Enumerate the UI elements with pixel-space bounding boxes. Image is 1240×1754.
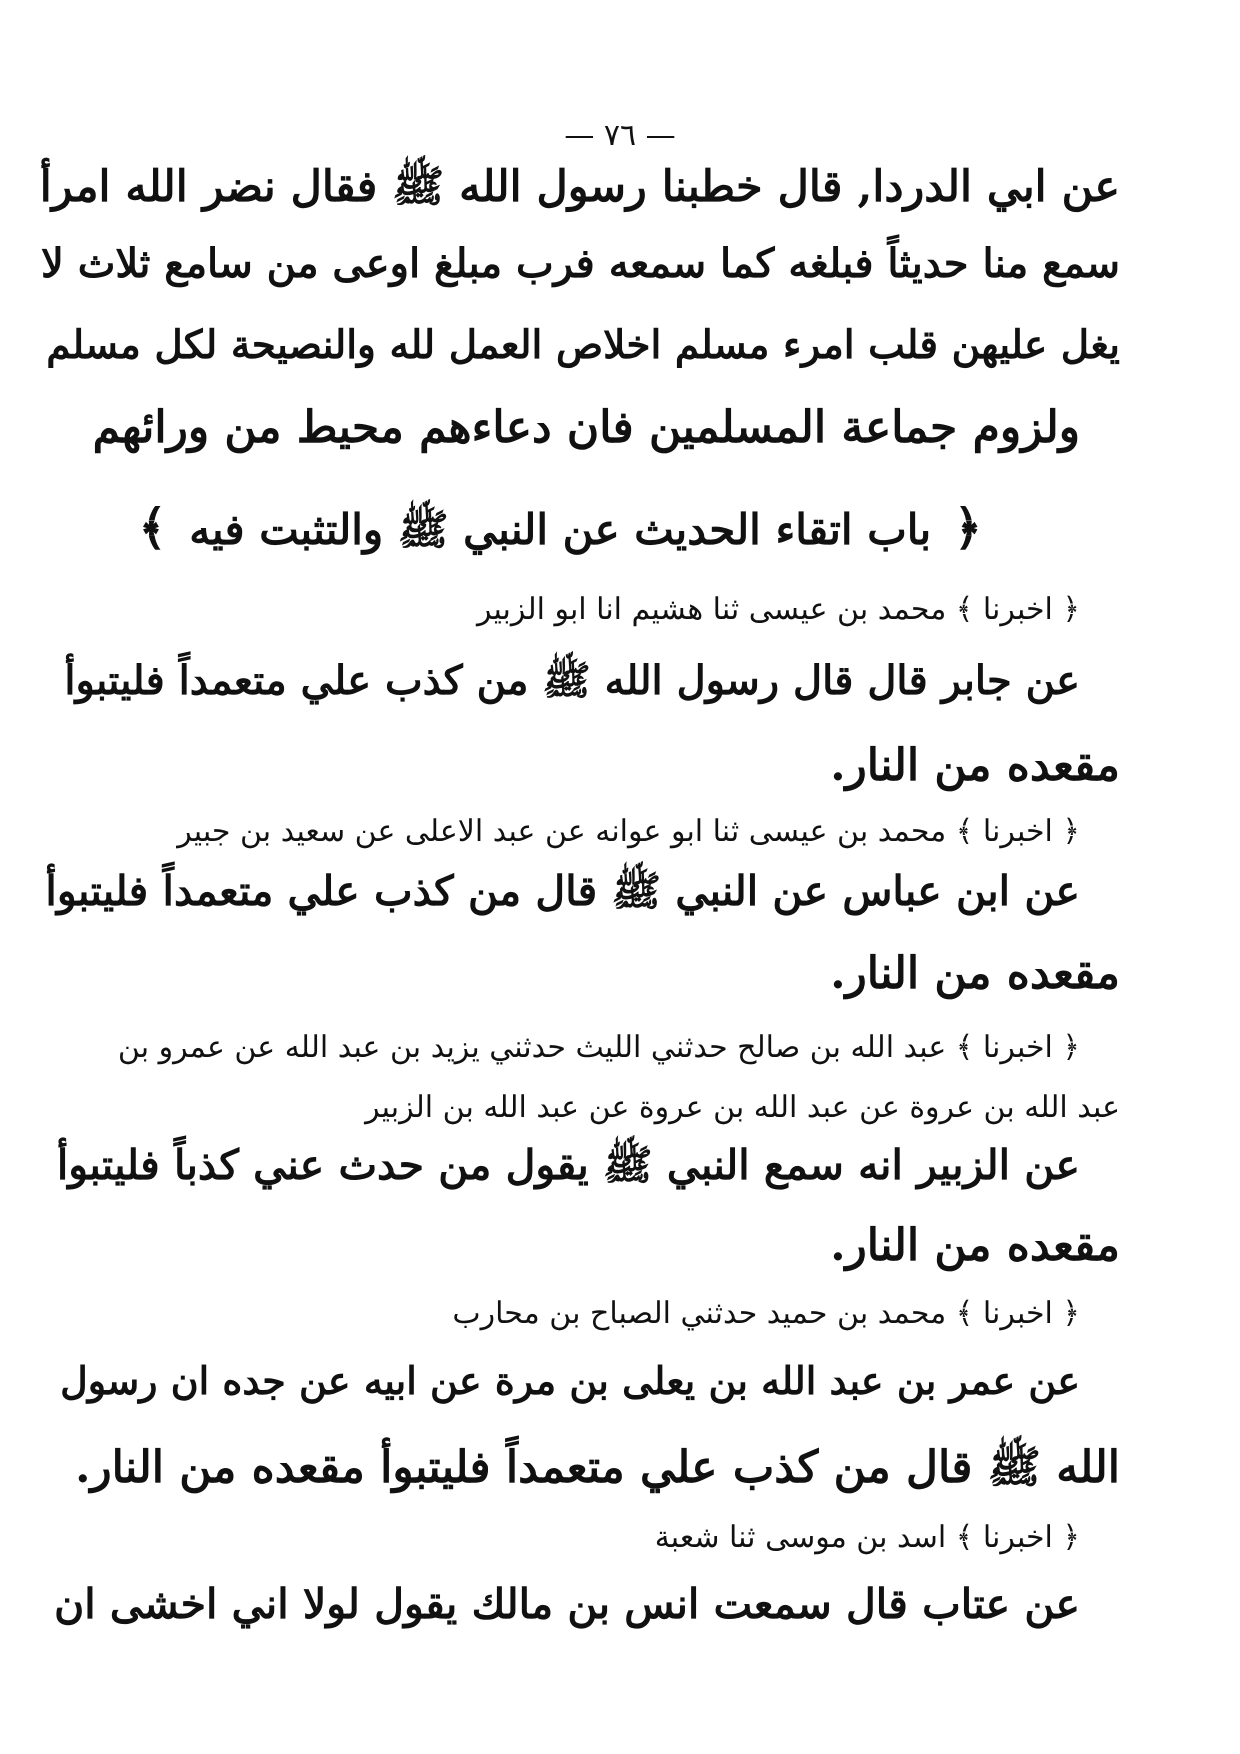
heading-close-bracket: ﴾ bbox=[138, 500, 167, 556]
isnad-line-2: ﴿ اخبرنا ﴾ محمد بن عيسى ثنا ابو عوانه عن عبد الاعلى عن سعيد بن جبير bbox=[177, 814, 1080, 849]
text-line-2: سمع منا حديثاً فبلغه كما سمعه فرب مبلغ اوعى من سامع ثلاث لا bbox=[40, 240, 1120, 287]
text-line-12: الله ﷺ قال من كذب علي متعمداً فليتبوأ مقعده من النار. bbox=[75, 1442, 1120, 1493]
text-line-10: مقعده من النار. bbox=[830, 1220, 1120, 1271]
isnad-line-3b: عبد الله بن عروة عن عبد الله بن عروة عن عبد الله بن الزبير bbox=[365, 1090, 1120, 1125]
page-number: — ٧٦ — bbox=[564, 118, 676, 153]
heading-open-bracket: ﴿ bbox=[953, 500, 982, 556]
text-line-3: يغل عليهن قلب امرء مسلم اخلاص العمل لله والنصيحة لكل مسلم bbox=[46, 322, 1120, 368]
text-line-9: عن الزبير انه سمع النبي ﷺ يقول من حدث عني كذباً فليتبوأ bbox=[56, 1141, 1080, 1189]
isnad-line-1: ﴿ اخبرنا ﴾ محمد بن عيسى ثنا هشيم انا ابو الزبير bbox=[476, 592, 1080, 627]
text-line-13: عن عتاب قال سمعت انس بن مالك يقول لولا اني اخشى ان bbox=[54, 1580, 1080, 1628]
chapter-heading-text: باب اتقاء الحديث عن النبي ﷺ والتثبت فيه bbox=[189, 505, 932, 554]
isnad-line-4: ﴿ اخبرنا ﴾ محمد بن حميد حدثني الصباح بن محارب bbox=[452, 1296, 1080, 1331]
text-line-6: مقعده من النار. bbox=[830, 740, 1120, 791]
text-line-4: ولزوم جماعة المسلمين فان دعاءهم محيط من ورائهم bbox=[92, 402, 1080, 453]
text-line-8: مقعده من النار. bbox=[830, 948, 1120, 999]
isnad-line-3a: ﴿ اخبرنا ﴾ عبد الله بن صالح حدثني الليث حدثني يزيد بن عبد الله عن عمرو بن bbox=[117, 1030, 1080, 1065]
text-line-7: عن ابن عباس عن النبي ﷺ قال من كذب علي متعمداً فليتبوأ bbox=[45, 867, 1080, 915]
isnad-line-5: ﴿ اخبرنا ﴾ اسد بن موسى ثنا شعبة bbox=[654, 1520, 1080, 1555]
chapter-heading bbox=[131, 500, 990, 565]
text-line-1: عن ابي الدردا, قال خطبنا رسول الله ﷺ فقال نضر الله امرأ bbox=[39, 162, 1120, 212]
text-line-5: عن جابر قال قال رسول الله ﷺ من كذب علي متعمداً فليتبوأ bbox=[64, 657, 1080, 704]
text-line-11: عن عمر بن عبد الله بن يعلى بن مرة عن ابيه عن جده ان رسول bbox=[60, 1358, 1080, 1403]
